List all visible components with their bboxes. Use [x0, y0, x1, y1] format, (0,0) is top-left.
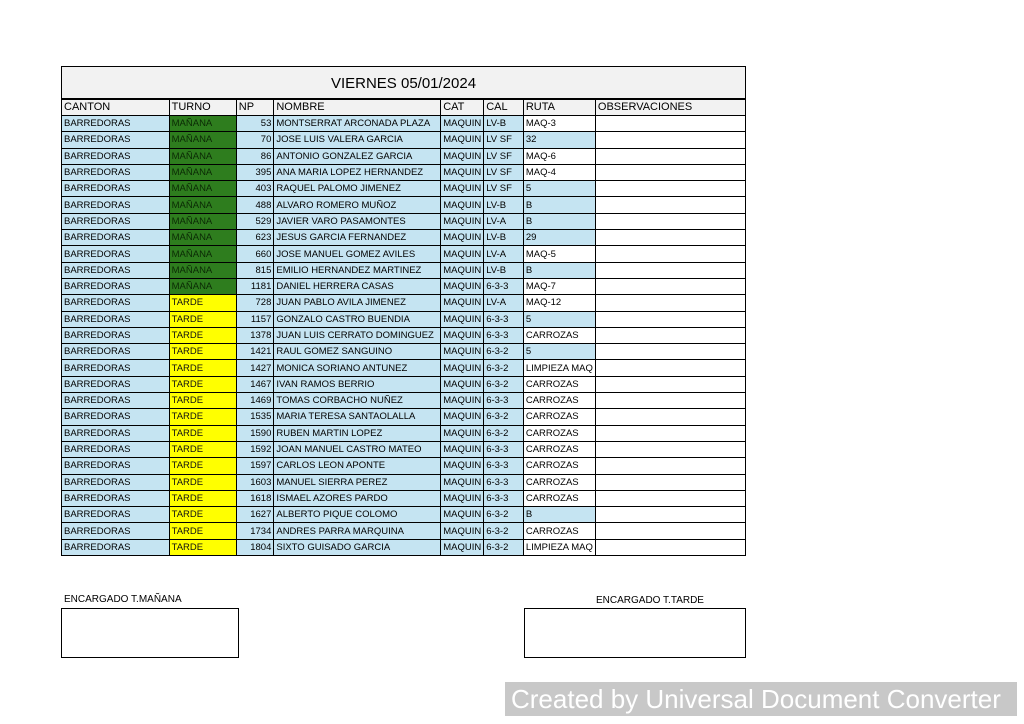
canton-cell: BARREDORAS	[62, 327, 170, 343]
header-observaciones: OBSERVACIONES	[595, 100, 745, 116]
observaciones-cell	[595, 441, 745, 457]
observaciones-cell	[595, 278, 745, 294]
cat-cell: MAQUIN	[441, 230, 484, 246]
turno-cell: MAÑANA	[169, 197, 236, 213]
canton-cell: BARREDORAS	[62, 539, 170, 555]
canton-cell: BARREDORAS	[62, 213, 170, 229]
observaciones-cell	[595, 116, 745, 132]
cal-cell: LV SF	[484, 181, 524, 197]
observaciones-cell	[595, 376, 745, 392]
canton-cell: BARREDORAS	[62, 523, 170, 539]
turno-cell: MAÑANA	[169, 213, 236, 229]
schedule-sheet	[61, 66, 746, 556]
ruta-cell: B	[523, 213, 595, 229]
nombre-cell: RAUL GOMEZ SANGUINO	[274, 344, 441, 360]
cat-cell: MAQUIN	[441, 409, 484, 425]
ruta-cell: B	[523, 507, 595, 523]
turno-cell: TARDE	[169, 393, 236, 409]
turno-cell: MAÑANA	[169, 230, 236, 246]
np-cell: 1618	[236, 490, 274, 506]
cal-cell: LV-B	[484, 262, 524, 278]
observaciones-cell	[595, 360, 745, 376]
nombre-cell: EMILIO HERNANDEZ MARTINEZ	[274, 262, 441, 278]
cal-cell: 6-3-2	[484, 344, 524, 360]
nombre-cell: SIXTO GUISADO GARCIA	[274, 539, 441, 555]
table-row	[62, 295, 746, 311]
observaciones-cell	[595, 213, 745, 229]
ruta-cell: CARROZAS	[523, 393, 595, 409]
ruta-cell: B	[523, 262, 595, 278]
np-cell: 1597	[236, 458, 274, 474]
np-cell: 1181	[236, 278, 274, 294]
turno-cell: MAÑANA	[169, 148, 236, 164]
observaciones-cell	[595, 262, 745, 278]
turno-cell: TARDE	[169, 507, 236, 523]
table-row	[62, 132, 746, 148]
table-row	[62, 246, 746, 262]
observaciones-cell	[595, 458, 745, 474]
ruta-cell: LIMPIEZA MAQ	[523, 360, 595, 376]
cal-cell: 6-3-2	[484, 360, 524, 376]
np-cell: 403	[236, 181, 274, 197]
ruta-cell: MAQ-7	[523, 278, 595, 294]
turno-cell: TARDE	[169, 474, 236, 490]
cat-cell: MAQUIN	[441, 164, 484, 180]
cal-cell: LV-B	[484, 197, 524, 213]
canton-cell: BARREDORAS	[62, 360, 170, 376]
canton-cell: BARREDORAS	[62, 132, 170, 148]
table-row	[62, 507, 746, 523]
table-row	[62, 409, 746, 425]
ruta-cell: MAQ-6	[523, 148, 595, 164]
cal-cell: 6-3-3	[484, 278, 524, 294]
observaciones-cell	[595, 393, 745, 409]
ruta-cell: MAQ-3	[523, 116, 595, 132]
observaciones-cell	[595, 181, 745, 197]
np-cell: 1427	[236, 360, 274, 376]
canton-cell: BARREDORAS	[62, 295, 170, 311]
cat-cell: MAQUIN	[441, 344, 484, 360]
np-cell: 529	[236, 213, 274, 229]
np-cell: 70	[236, 132, 274, 148]
turno-cell: TARDE	[169, 295, 236, 311]
table-row	[62, 376, 746, 392]
table-row	[62, 197, 746, 213]
np-cell: 1592	[236, 441, 274, 457]
nombre-cell: MANUEL SIERRA PEREZ	[274, 474, 441, 490]
cat-cell: MAQUIN	[441, 246, 484, 262]
table-row	[62, 278, 746, 294]
afternoon-signature-box	[524, 608, 746, 658]
nombre-cell: ANDRES PARRA MARQUINA	[274, 523, 441, 539]
table-row	[62, 539, 746, 555]
cal-cell: 6-3-3	[484, 393, 524, 409]
table-row	[62, 425, 746, 441]
observaciones-cell	[595, 539, 745, 555]
ruta-cell: 29	[523, 230, 595, 246]
cat-cell: MAQUIN	[441, 376, 484, 392]
table-row	[62, 523, 746, 539]
cat-cell: MAQUIN	[441, 278, 484, 294]
ruta-cell: MAQ-5	[523, 246, 595, 262]
cat-cell: MAQUIN	[441, 116, 484, 132]
turno-cell: TARDE	[169, 458, 236, 474]
header-canton: CANTON	[62, 100, 170, 116]
morning-signature-box	[61, 608, 239, 658]
canton-cell: BARREDORAS	[62, 148, 170, 164]
nombre-cell: MONTSERRAT ARCONADA PLAZA	[274, 116, 441, 132]
nombre-cell: JOSE MANUEL GOMEZ AVILES	[274, 246, 441, 262]
turno-cell: TARDE	[169, 425, 236, 441]
observaciones-cell	[595, 327, 745, 343]
cal-cell: 6-3-3	[484, 458, 524, 474]
turno-cell: TARDE	[169, 376, 236, 392]
observaciones-cell	[595, 197, 745, 213]
cat-cell: MAQUIN	[441, 441, 484, 457]
np-cell: 395	[236, 164, 274, 180]
nombre-cell: IVAN RAMOS BERRIO	[274, 376, 441, 392]
cat-cell: MAQUIN	[441, 523, 484, 539]
cat-cell: MAQUIN	[441, 197, 484, 213]
afternoon-supervisor-label: ENCARGADO T.TARDE	[596, 595, 704, 606]
table-row	[62, 490, 746, 506]
np-cell: 1467	[236, 376, 274, 392]
np-cell: 1590	[236, 425, 274, 441]
observaciones-cell	[595, 425, 745, 441]
turno-cell: TARDE	[169, 523, 236, 539]
watermark: Created by Universal Document Converter	[505, 682, 1017, 716]
canton-cell: BARREDORAS	[62, 344, 170, 360]
cal-cell: 6-3-2	[484, 425, 524, 441]
observaciones-cell	[595, 148, 745, 164]
nombre-cell: CARLOS LEON APONTE	[274, 458, 441, 474]
observaciones-cell	[595, 474, 745, 490]
turno-cell: MAÑANA	[169, 246, 236, 262]
header-turno: TURNO	[169, 100, 236, 116]
cal-cell: 6-3-3	[484, 490, 524, 506]
observaciones-cell	[595, 490, 745, 506]
nombre-cell: JESUS GARCIA FERNANDEZ	[274, 230, 441, 246]
np-cell: 53	[236, 116, 274, 132]
cal-cell: LV-A	[484, 213, 524, 229]
observaciones-cell	[595, 311, 745, 327]
schedule-table	[61, 99, 746, 556]
turno-cell: MAÑANA	[169, 132, 236, 148]
table-row	[62, 474, 746, 490]
nombre-cell: ISMAEL AZORES PARDO	[274, 490, 441, 506]
cal-cell: LV SF	[484, 164, 524, 180]
cat-cell: MAQUIN	[441, 507, 484, 523]
observaciones-cell	[595, 523, 745, 539]
canton-cell: BARREDORAS	[62, 197, 170, 213]
cat-cell: MAQUIN	[441, 474, 484, 490]
turno-cell: TARDE	[169, 441, 236, 457]
canton-cell: BARREDORAS	[62, 458, 170, 474]
np-cell: 1378	[236, 327, 274, 343]
nombre-cell: GONZALO CASTRO BUENDIA	[274, 311, 441, 327]
observaciones-cell	[595, 132, 745, 148]
ruta-cell: CARROZAS	[523, 425, 595, 441]
ruta-cell: CARROZAS	[523, 474, 595, 490]
cal-cell: LV-A	[484, 295, 524, 311]
np-cell: 1734	[236, 523, 274, 539]
cal-cell: 6-3-2	[484, 539, 524, 555]
np-cell: 86	[236, 148, 274, 164]
table-row	[62, 458, 746, 474]
cat-cell: MAQUIN	[441, 539, 484, 555]
nombre-cell: MARIA TERESA SANTAOLALLA	[274, 409, 441, 425]
cat-cell: MAQUIN	[441, 458, 484, 474]
nombre-cell: JUAN LUIS CERRATO DOMINGUEZ	[274, 327, 441, 343]
np-cell: 1627	[236, 507, 274, 523]
observaciones-cell	[595, 164, 745, 180]
ruta-cell: 5	[523, 311, 595, 327]
turno-cell: TARDE	[169, 344, 236, 360]
table-row	[62, 344, 746, 360]
table-row	[62, 230, 746, 246]
np-cell: 1603	[236, 474, 274, 490]
header-np: NP	[236, 100, 274, 116]
ruta-cell: CARROZAS	[523, 441, 595, 457]
turno-cell: TARDE	[169, 490, 236, 506]
canton-cell: BARREDORAS	[62, 409, 170, 425]
nombre-cell: MONICA SORIANO ANTUNEZ	[274, 360, 441, 376]
canton-cell: BARREDORAS	[62, 181, 170, 197]
nombre-cell: JUAN PABLO AVILA JIMENEZ	[274, 295, 441, 311]
np-cell: 815	[236, 262, 274, 278]
table-header-row	[62, 100, 746, 116]
observaciones-cell	[595, 230, 745, 246]
ruta-cell: B	[523, 197, 595, 213]
nombre-cell: JOAN MANUEL CASTRO MATEO	[274, 441, 441, 457]
table-row	[62, 311, 746, 327]
canton-cell: BARREDORAS	[62, 246, 170, 262]
cat-cell: MAQUIN	[441, 360, 484, 376]
cal-cell: 6-3-2	[484, 376, 524, 392]
canton-cell: BARREDORAS	[62, 393, 170, 409]
table-row	[62, 262, 746, 278]
header-cal: CAL	[484, 100, 524, 116]
nombre-cell: ANA MARIA LOPEZ HERNANDEZ	[274, 164, 441, 180]
cal-cell: 6-3-2	[484, 507, 524, 523]
table-row	[62, 441, 746, 457]
cat-cell: MAQUIN	[441, 295, 484, 311]
turno-cell: TARDE	[169, 539, 236, 555]
morning-supervisor-label: ENCARGADO T.MAÑANA	[64, 594, 182, 605]
header-nombre: NOMBRE	[274, 100, 441, 116]
cat-cell: MAQUIN	[441, 490, 484, 506]
ruta-cell: CARROZAS	[523, 523, 595, 539]
ruta-cell: 5	[523, 181, 595, 197]
cal-cell: 6-3-3	[484, 311, 524, 327]
canton-cell: BARREDORAS	[62, 490, 170, 506]
np-cell: 1535	[236, 409, 274, 425]
ruta-cell: LIMPIEZA MAQ	[523, 539, 595, 555]
nombre-cell: ALVARO ROMERO MUÑOZ	[274, 197, 441, 213]
cat-cell: MAQUIN	[441, 425, 484, 441]
canton-cell: BARREDORAS	[62, 116, 170, 132]
np-cell: 660	[236, 246, 274, 262]
ruta-cell: 5	[523, 344, 595, 360]
nombre-cell: DANIEL HERRERA CASAS	[274, 278, 441, 294]
cat-cell: MAQUIN	[441, 262, 484, 278]
np-cell: 1157	[236, 311, 274, 327]
turno-cell: TARDE	[169, 360, 236, 376]
header-cat: CAT	[441, 100, 484, 116]
observaciones-cell	[595, 507, 745, 523]
table-row	[62, 360, 746, 376]
cat-cell: MAQUIN	[441, 181, 484, 197]
cal-cell: LV-B	[484, 116, 524, 132]
np-cell: 1804	[236, 539, 274, 555]
observaciones-cell	[595, 295, 745, 311]
np-cell: 1421	[236, 344, 274, 360]
turno-cell: TARDE	[169, 409, 236, 425]
ruta-cell: MAQ-12	[523, 295, 595, 311]
nombre-cell: ALBERTO PIQUE COLOMO	[274, 507, 441, 523]
observaciones-cell	[595, 344, 745, 360]
turno-cell: TARDE	[169, 327, 236, 343]
turno-cell: MAÑANA	[169, 181, 236, 197]
observaciones-cell	[595, 246, 745, 262]
ruta-cell: MAQ-4	[523, 164, 595, 180]
canton-cell: BARREDORAS	[62, 474, 170, 490]
table-row	[62, 181, 746, 197]
ruta-cell: 32	[523, 132, 595, 148]
cat-cell: MAQUIN	[441, 393, 484, 409]
canton-cell: BARREDORAS	[62, 262, 170, 278]
nombre-cell: RAQUEL PALOMO JIMENEZ	[274, 181, 441, 197]
turno-cell: MAÑANA	[169, 262, 236, 278]
np-cell: 728	[236, 295, 274, 311]
turno-cell: TARDE	[169, 311, 236, 327]
np-cell: 623	[236, 230, 274, 246]
cal-cell: LV-A	[484, 246, 524, 262]
table-row	[62, 393, 746, 409]
canton-cell: BARREDORAS	[62, 164, 170, 180]
nombre-cell: ANTONIO GONZALEZ GARCIA	[274, 148, 441, 164]
nombre-cell: TOMAS CORBACHO NUÑEZ	[274, 393, 441, 409]
ruta-cell: CARROZAS	[523, 327, 595, 343]
cat-cell: MAQUIN	[441, 148, 484, 164]
cal-cell: 6-3-3	[484, 474, 524, 490]
canton-cell: BARREDORAS	[62, 441, 170, 457]
observaciones-cell	[595, 409, 745, 425]
table-row	[62, 116, 746, 132]
table-row	[62, 327, 746, 343]
turno-cell: MAÑANA	[169, 164, 236, 180]
cat-cell: MAQUIN	[441, 327, 484, 343]
cat-cell: MAQUIN	[441, 132, 484, 148]
table-row	[62, 148, 746, 164]
cat-cell: MAQUIN	[441, 311, 484, 327]
ruta-cell: CARROZAS	[523, 376, 595, 392]
cat-cell: MAQUIN	[441, 213, 484, 229]
cal-cell: 6-3-3	[484, 327, 524, 343]
turno-cell: MAÑANA	[169, 278, 236, 294]
nombre-cell: JOSE LUIS VALERA GARCIA	[274, 132, 441, 148]
cal-cell: 6-3-2	[484, 409, 524, 425]
canton-cell: BARREDORAS	[62, 376, 170, 392]
ruta-cell: CARROZAS	[523, 490, 595, 506]
ruta-cell: CARROZAS	[523, 409, 595, 425]
cal-cell: 6-3-3	[484, 441, 524, 457]
nombre-cell: RUBEN MARTIN LOPEZ	[274, 425, 441, 441]
canton-cell: BARREDORAS	[62, 425, 170, 441]
nombre-cell: JAVIER VARO PASAMONTES	[274, 213, 441, 229]
header-ruta: RUTA	[523, 100, 595, 116]
table-row	[62, 164, 746, 180]
cal-cell: LV SF	[484, 148, 524, 164]
cal-cell: LV SF	[484, 132, 524, 148]
canton-cell: BARREDORAS	[62, 311, 170, 327]
canton-cell: BARREDORAS	[62, 507, 170, 523]
table-row	[62, 213, 746, 229]
sheet-title: VIERNES 05/01/2024	[61, 66, 746, 99]
turno-cell: MAÑANA	[169, 116, 236, 132]
ruta-cell: CARROZAS	[523, 458, 595, 474]
cal-cell: 6-3-2	[484, 523, 524, 539]
canton-cell: BARREDORAS	[62, 230, 170, 246]
canton-cell: BARREDORAS	[62, 278, 170, 294]
np-cell: 1469	[236, 393, 274, 409]
np-cell: 488	[236, 197, 274, 213]
cal-cell: LV-B	[484, 230, 524, 246]
